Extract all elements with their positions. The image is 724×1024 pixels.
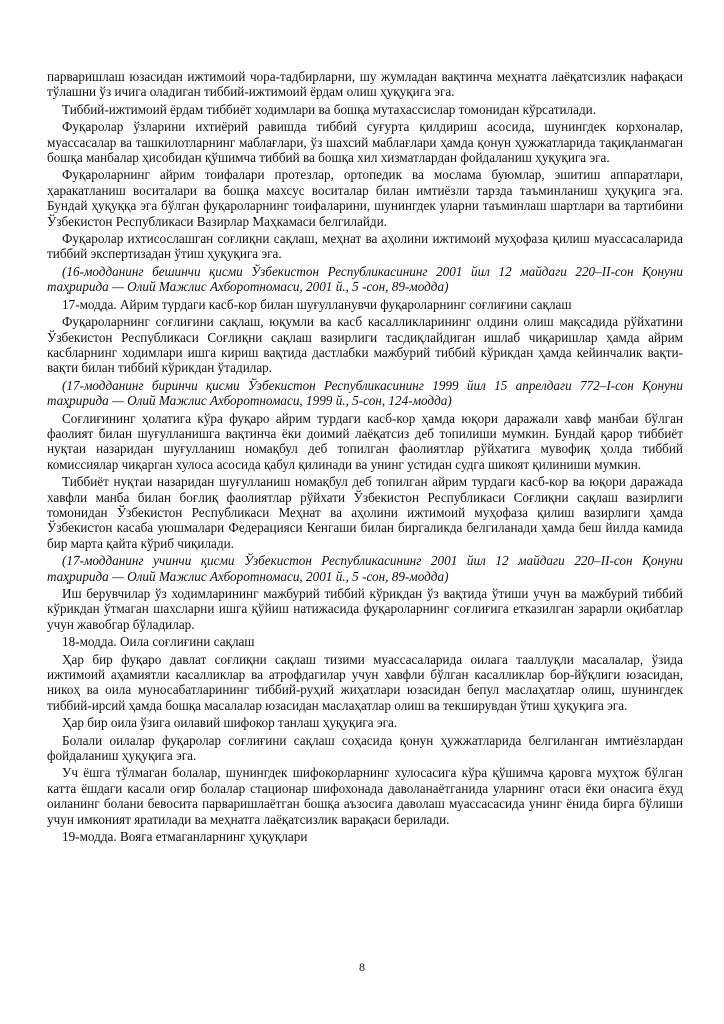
paragraph: Уч ёшга тўлмаган болалар, шунингдек шифокорларнинг хулосасига кўра қўшимча қаровга муҳтож бўлган катта ёшдаги касали оғир болалар стационар шифохонада даволанаётганида уларнинг отаси ёки онасига ёхуд оиланинг болани бевосита парваришлаётган бошқа аъзосига даволаш муассасасида унинг ёнида бирга бўлиши учун имконият яратилади ва меҳнатга лаёқатсизлик варақаси берилади. xyxy=(47,765,683,827)
paragraph: Ҳар бир фуқаро давлат соғлиқни сақлаш тизими муассасаларида оилага тааллуқли масалалар, ўзида ижтимоий аҳамиятли касалликлар ва атрофдагилар учун хавфли бўлган касалликлар бор-йўқлиги юзасидан, никоҳ ва оила муносабатларининг тиббий-руҳий жиҳатлари юзасидан бепул маслаҳатлар олиш, шунингдек тиббий-ирсий ҳамда бошқа масалалар юзасидан маслаҳатлар олиш ва текширувдан ўтиш ҳуқуқига эга. xyxy=(47,651,683,713)
paragraph: Фуқароларнинг соғлиғини сақлаш, юқумли ва касб касалликларининг олдини олиш мақсадида рўйхатини Ўзбекистон Республикаси Соғлиқни сақлаш вазирлиги тасдиқлайдиган ишлаб чиқаришлар ҳамда айрим касбларнинг ходимлари ишга кириш вақтида дастлабки мажбурий тиббий кўрикдан ҳамда кейинчалик вақти-вақти билан тиббий кўрикдан ўтадилар. xyxy=(47,314,683,376)
amendment-note: (17-модданинг биринчи қисми Ўзбекистон Республикасининг 1999 йил 15 апрелдаги 772–I-сон Қонуни таҳририда — Олий Мажлис Ахборотномаси, 1999 й., 5-сон, 124-модда) xyxy=(47,377,683,409)
article-heading-18: 18-модда. Оила соғлиғини сақлаш xyxy=(62,634,255,650)
amendment-note: (17-модданинг учинчи қисми Ўзбекистон Республикасининг 2001 йил 12 майдаги 220–II-сон Қонуни таҳририда — Олий Мажлис Ахборотномаси, 2001 й., 5 -сон, 89-модда) xyxy=(47,553,683,584)
article-heading-17: 17-модда. Айрим турдаги касб-кор билан шуғулланувчи фуқароларнинг соғлиғини сақлаш xyxy=(62,296,572,312)
article-heading-19: 19-модда. Вояга етмаганларнинг ҳуқуқлари xyxy=(62,829,308,845)
paragraph: Соғлиғининг ҳолатига кўра фуқаро айрим турдаги касб-кор ҳамда юқори даражали хавф манбаи бўлган фаолият билан шуғулланишга вақтинча ёки доимий лаёқатсиз деб топилиши мумкин. Бундай қарор тиббиёт нуқтаи назаридан шуғулланиш номақбул деб топилган фаолиятлар рўйхатига мувофиқ ҳолда тиббий комиссиялар чиқарган хулоса асосида қабул қилинади ва унинг устидан судга шикоят қилиниши мумкин. xyxy=(47,410,683,472)
document-body xyxy=(47,69,683,847)
paragraph: Фуқароларнинг айрим тоифалари протезлар, ортопедик ва мослама буюмлар, эшитиш аппаратлари, ҳаракатланиш воситалари ва бошқа махсус воситалар билан имтиёзли тарзда таъминланиш ҳуқуқига эга. Бундай ҳуқуққа эга бўлган фуқароларнинг тоифаларини, шунингдек уларни таъминлаш шартлари ва тартибини Ўзбекистон Республикаси Вазирлар Маҳкамаси белгилайди. xyxy=(47,167,683,229)
paragraph: Ҳар бир оила ўзига оилавий шифокор танлаш ҳуқуқига эга. xyxy=(62,715,398,731)
paragraph: Фуқаролар ихтисослашган соғлиқни сақлаш, меҳнат ва аҳолини ижтимоий муҳофаза қилиш муассасаларида тиббий экспертизадан ўтиш ҳуқуқига эга. xyxy=(47,231,683,262)
paragraph: Тиббиёт нуқтаи назаридан шуғулланиш номақбул деб топилган айрим турдаги касб-кор ва юқори даражада хавфли манба билан боғлиқ фаолиятлар рўйхати Ўзбекистон Республикаси Соғлиқни сақлаш вазирлиги томонидан Ўзбекистон Республикаси Меҳнат ва аҳолини ижтимоий муҳофаза қилиш вазирлиги ҳамда Ўзбекистон касаба уюшмалари Федерацияси Кенгаши билан биргаликда белгиланади ҳамда беш йилда камида бир марта қайта кўриб чиқилади. xyxy=(47,474,683,551)
page-number: 8 xyxy=(359,960,365,974)
paragraph-continuation: парваришлаш юзасидан ижтимоий чора-тадбирларни, шу жумладан вақтинча меҳнатга лаёқатсизлик нафақаси тўлашни ўз ичига оладиган тиббий-ижтимоий ёрдам олиш ҳуқуқига эга. xyxy=(47,69,683,100)
paragraph: Тиббий-ижтимоий ёрдам тиббиёт ходимлари ва бошқа мутахассислар томонидан кўрсатилади. xyxy=(62,101,597,117)
paragraph: Болали оилалар фуқаролар соғлиғини сақлаш соҳасида қонун ҳужжатларида белгиланган имтиёзлардан фойдаланиш ҳуқуқига эга. xyxy=(47,732,683,764)
paragraph: Иш берувчилар ўз ходимларининг мажбурий тиббий кўрикдан ўз вақтида ўтиши учун ва мажбурий тиббий кўрикдан ўтмаган шахсларни ишга қўйиш натижасида фуқароларнинг соғлиғига етказилган зарарли оқибатлар учун жавобгар бўладилар. xyxy=(47,586,683,632)
paragraph: Фуқаролар ўзларини ихтиёрий равишда тиббий суғурта қилдириш асосида, шунингдек корхоналар, муассасалар ва ташкилотларнинг маблағлари, ўз шахсий маблағлари ҳамда қонун ҳужжатларида тақиқланмаган бошқа манбалар ҳисобидан қўшимча тиббий ва бошқа хил хизматлардан фойдаланиш ҳуқуқига эга. xyxy=(47,119,683,166)
amendment-note: (16-модданинг бешинчи қисми Ўзбекистон Республикасининг 2001 йил 12 майдаги 220–II-сон Қонуни таҳририда — Олий Мажлис Ахборотномаси, 2001 й., 5 -сон, 89-модда) xyxy=(47,263,683,295)
